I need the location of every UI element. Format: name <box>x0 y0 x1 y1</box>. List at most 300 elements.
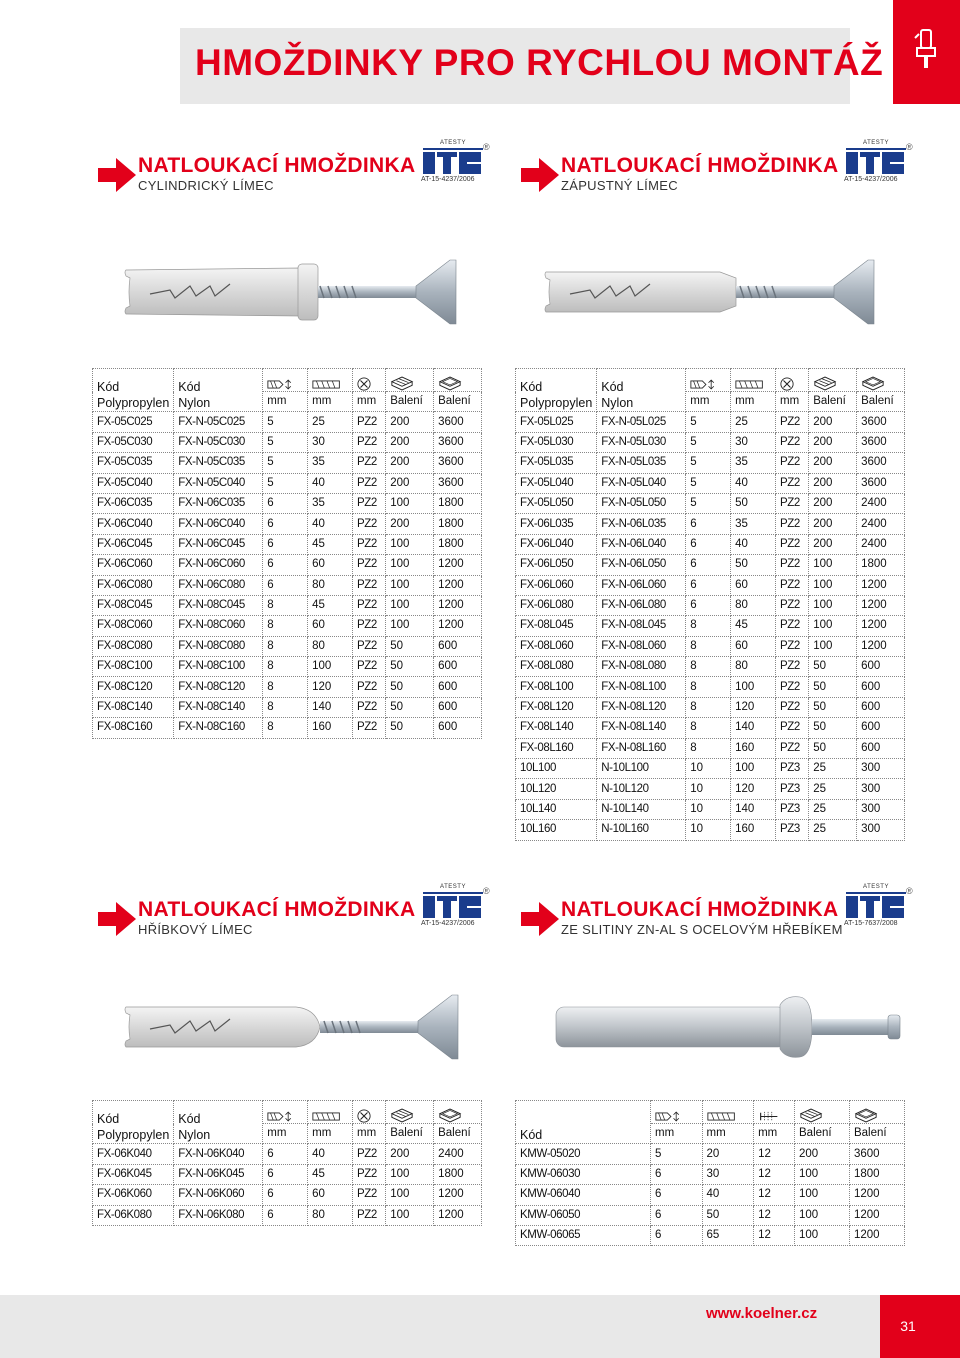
table-cell: 300 <box>857 799 905 819</box>
table-cell: FX-N-08C140 <box>174 697 263 717</box>
cert-code: AT-15-4237/2006 <box>421 176 475 183</box>
table-cell: FX-N-06C040 <box>174 514 263 534</box>
table-cell: PZ2 <box>352 1144 385 1164</box>
table-cell: 100 <box>809 555 857 575</box>
table-cell: FX-N-08L080 <box>597 657 686 677</box>
table-cell: PZ2 <box>352 677 385 697</box>
table-cell: 1200 <box>434 555 482 575</box>
table-cell: PZ2 <box>775 595 808 615</box>
table-cell: 1800 <box>434 1164 482 1184</box>
table-row <box>516 697 905 717</box>
col-header-nylon <box>174 369 263 412</box>
table-cell: 50 <box>386 677 434 697</box>
table-cell: FX-N-06L080 <box>597 595 686 615</box>
footer-website-link[interactable]: www.koelner.cz <box>706 1305 818 1322</box>
header-kod: Kód <box>520 380 543 395</box>
table-cell: PZ2 <box>352 575 385 595</box>
table-cell: 100 <box>809 636 857 656</box>
col-header-nylon <box>174 1101 263 1144</box>
table-row <box>516 1185 905 1205</box>
table-cell: KMW-06040 <box>516 1185 651 1205</box>
table-cell: FX-06K040 <box>93 1144 174 1164</box>
table-row <box>516 432 905 452</box>
unit-mm: mm <box>352 1124 385 1144</box>
table-cell: 30 <box>731 432 776 452</box>
cylindrical-anchor-image <box>120 250 500 335</box>
table-row <box>516 1205 905 1225</box>
table-row <box>516 1164 905 1184</box>
table-cell: FX-N-08C080 <box>174 636 263 656</box>
small-box-icon <box>390 1108 414 1123</box>
table-cell: 1200 <box>849 1205 904 1225</box>
table-header-icons <box>516 369 905 392</box>
table-row <box>516 657 905 677</box>
table-cell: FX-N-08C045 <box>174 595 263 615</box>
anchor-length-icon <box>312 1110 342 1123</box>
table-cell: 100 <box>386 1164 434 1184</box>
table-cell: 3600 <box>849 1144 904 1164</box>
table-cell: 50 <box>731 493 776 513</box>
page-title: HMOŽDINKY PRO RYCHLOU MONTÁŽ <box>195 42 884 83</box>
table-cell: FX-N-05C030 <box>174 432 263 452</box>
cert-code: AT-15-7637/2008 <box>844 920 898 927</box>
table-row <box>516 473 905 493</box>
table-cell: FX-N-08C060 <box>174 616 263 636</box>
table-row <box>516 677 905 697</box>
table-cell: 6 <box>263 575 308 595</box>
table-cell: 160 <box>308 718 353 738</box>
table-cell: FX-N-06L035 <box>597 514 686 534</box>
table-cell: 30 <box>702 1164 754 1184</box>
table-cell: PZ2 <box>352 473 385 493</box>
table-cell: 40 <box>308 514 353 534</box>
table-cell: 3600 <box>857 473 905 493</box>
section-subtitle: CYLINDRICKÝ LÍMEC <box>138 178 274 193</box>
table-row <box>516 1225 905 1245</box>
unit-mm: mm <box>686 392 731 412</box>
table-cell: 6 <box>263 555 308 575</box>
table-cell: 3600 <box>434 453 482 473</box>
drill-diameter-icon <box>267 378 297 391</box>
table-cell: PZ2 <box>352 534 385 554</box>
table-row <box>93 412 482 432</box>
table-cell: 1800 <box>849 1164 904 1184</box>
table-header-icons <box>93 369 482 392</box>
table-cell: 8 <box>686 636 731 656</box>
table-cell: FX-06L035 <box>516 514 597 534</box>
unit-baleni: Balení <box>795 1124 850 1144</box>
unit-baleni: Balení <box>386 1124 434 1144</box>
table-cell: 6 <box>686 595 731 615</box>
table-cell: 1800 <box>857 555 905 575</box>
table-row <box>93 697 482 717</box>
col-icon-drill <box>686 369 731 392</box>
registered-mark: ® <box>906 886 913 896</box>
cert-label: ATESTY <box>863 884 889 890</box>
mushroom-anchor-image <box>120 985 500 1070</box>
table-row <box>516 820 905 840</box>
table-cell: PZ2 <box>775 432 808 452</box>
table-cell: 100 <box>809 595 857 615</box>
header-nylon: Nylon <box>178 1128 211 1143</box>
table-cell: 300 <box>857 759 905 779</box>
unit-baleni: Balení <box>849 1124 904 1144</box>
table-cell: FX-08C045 <box>93 595 174 615</box>
table-row <box>516 718 905 738</box>
table-cell: 3600 <box>857 453 905 473</box>
header-kod: Kód <box>97 380 120 395</box>
col-header-pp <box>93 369 174 412</box>
table-cell: 6 <box>263 534 308 554</box>
col-icon-carton <box>434 1101 482 1124</box>
table-cell: PZ2 <box>775 493 808 513</box>
table-cell: 3600 <box>857 412 905 432</box>
table-cell: FX-06L040 <box>516 534 597 554</box>
col-icon-carton <box>857 369 905 392</box>
table-cell: 25 <box>809 820 857 840</box>
table-row <box>93 473 482 493</box>
table-cell: 50 <box>386 636 434 656</box>
section-title: NATLOUKACÍ HMOŽDINKA <box>138 154 416 177</box>
table-cell: 6 <box>263 514 308 534</box>
table-cell: PZ2 <box>775 718 808 738</box>
table-cell: FX-08L160 <box>516 738 597 758</box>
unit-mm: mm <box>263 1124 308 1144</box>
table-cell: N-10L100 <box>597 759 686 779</box>
table-cell: 5 <box>263 432 308 452</box>
table-cell: 200 <box>386 514 434 534</box>
table-cell: 35 <box>731 514 776 534</box>
table-cell: FX-N-05C035 <box>174 453 263 473</box>
cert-code: AT-15-4237/2006 <box>844 176 898 183</box>
table-cell: 8 <box>263 697 308 717</box>
table-cell: PZ2 <box>775 677 808 697</box>
table-cell: 600 <box>857 718 905 738</box>
table-cell: PZ2 <box>352 616 385 636</box>
table-body <box>93 1144 482 1226</box>
table-cell: FX-N-08L160 <box>597 738 686 758</box>
table-cell: 1200 <box>857 616 905 636</box>
col-icon-bit <box>352 1101 385 1124</box>
section-title: NATLOUKACÍ HMOŽDINKA <box>561 898 839 921</box>
table-cell: KMW-06050 <box>516 1205 651 1225</box>
table-cell: 3600 <box>434 432 482 452</box>
table-cell: FX-05C040 <box>93 473 174 493</box>
table-cell: PZ2 <box>352 412 385 432</box>
table-cell: FX-06K045 <box>93 1164 174 1184</box>
table-cell: 5 <box>686 432 731 452</box>
table-cell: FX-06C040 <box>93 514 174 534</box>
itb-logo-icon <box>846 892 906 918</box>
spec-table-mushroom <box>92 1100 482 1226</box>
nail-length-icon <box>758 1110 780 1123</box>
table-cell: 6 <box>263 1205 308 1225</box>
table-cell: PZ2 <box>775 514 808 534</box>
table-cell: 8 <box>263 595 308 615</box>
table-cell: 100 <box>386 1205 434 1225</box>
table-cell: FX-06C035 <box>93 493 174 513</box>
table-row <box>516 453 905 473</box>
small-box-icon <box>390 376 414 391</box>
col-icon-length <box>308 1101 353 1124</box>
table-row <box>93 432 482 452</box>
table-cell: 60 <box>308 1185 353 1205</box>
table-cell: 8 <box>263 677 308 697</box>
section-subtitle: HŘÍBKOVÝ LÍMEC <box>138 922 253 937</box>
table-row <box>516 514 905 534</box>
table-cell: 600 <box>434 636 482 656</box>
col-icon-drill <box>651 1101 703 1124</box>
table-cell: FX-N-05L050 <box>597 493 686 513</box>
table-row <box>93 534 482 554</box>
table-cell: 5 <box>263 473 308 493</box>
table-cell: 5 <box>651 1144 703 1164</box>
table-row <box>93 1144 482 1164</box>
itb-logo-icon <box>846 148 906 174</box>
table-cell: 6 <box>651 1205 703 1225</box>
table-row <box>516 555 905 575</box>
table-cell: 50 <box>702 1205 754 1225</box>
table-cell: 1200 <box>434 575 482 595</box>
table-cell: FX-08C140 <box>93 697 174 717</box>
unit-baleni: Balení <box>857 392 905 412</box>
table-cell: FX-N-05L025 <box>597 412 686 432</box>
table-cell: 1200 <box>434 595 482 615</box>
table-cell: 5 <box>686 473 731 493</box>
table-cell: 5 <box>263 412 308 432</box>
hand-drill-icon <box>913 28 939 72</box>
table-cell: 50 <box>809 718 857 738</box>
table-cell: 8 <box>263 636 308 656</box>
unit-mm: mm <box>308 392 353 412</box>
table-cell: FX-N-05L035 <box>597 453 686 473</box>
table-cell: 35 <box>731 453 776 473</box>
table-row <box>93 616 482 636</box>
table-row <box>516 779 905 799</box>
table-cell: 1200 <box>434 616 482 636</box>
table-cell: PZ2 <box>352 432 385 452</box>
table-cell: 600 <box>434 697 482 717</box>
table-cell: 8 <box>686 738 731 758</box>
table-cell: 50 <box>731 555 776 575</box>
table-cell: 100 <box>795 1225 850 1245</box>
itb-logo-icon <box>423 892 483 918</box>
header-kod: Kód <box>97 1112 120 1127</box>
spec-table-cylindrical <box>92 368 482 739</box>
table-cell: 10 <box>686 759 731 779</box>
table-cell: PZ2 <box>775 534 808 554</box>
table-cell: FX-N-08L140 <box>597 718 686 738</box>
header-polypropylen: Polypropylen <box>97 396 170 411</box>
table-cell: 8 <box>686 616 731 636</box>
table-cell: 2400 <box>857 514 905 534</box>
unit-baleni: Balení <box>434 1124 482 1144</box>
table-row <box>516 759 905 779</box>
anchor-length-icon <box>707 1110 737 1123</box>
table-cell: KMW-06030 <box>516 1164 651 1184</box>
table-row <box>93 555 482 575</box>
table-cell: 600 <box>434 718 482 738</box>
table-cell: PZ2 <box>775 473 808 493</box>
table-cell: FX-N-06K080 <box>174 1205 263 1225</box>
table-cell: 40 <box>731 534 776 554</box>
table-cell: FX-N-06K045 <box>174 1164 263 1184</box>
col-header-kod <box>516 1101 651 1144</box>
table-row <box>516 636 905 656</box>
table-cell: FX-08L140 <box>516 718 597 738</box>
table-row <box>516 412 905 432</box>
table-cell: 1800 <box>434 493 482 513</box>
drill-diameter-icon <box>655 1110 685 1123</box>
table-cell: 120 <box>731 697 776 717</box>
table-cell: 40 <box>702 1185 754 1205</box>
col-header-nylon <box>597 369 686 412</box>
table-cell: FX-06K080 <box>93 1205 174 1225</box>
table-cell: N-10L160 <box>597 820 686 840</box>
table-cell: 200 <box>386 453 434 473</box>
table-cell: 60 <box>731 636 776 656</box>
table-cell: PZ2 <box>352 657 385 677</box>
table-cell: 100 <box>386 555 434 575</box>
table-row <box>93 657 482 677</box>
table-cell: 50 <box>386 718 434 738</box>
table-row <box>516 534 905 554</box>
table-cell: 80 <box>308 1205 353 1225</box>
small-box-icon <box>813 376 837 391</box>
table-cell: 50 <box>809 697 857 717</box>
section-title: NATLOUKACÍ HMOŽDINKA <box>561 154 839 177</box>
countersunk-anchor-image <box>540 250 920 335</box>
table-cell: 5 <box>686 412 731 432</box>
table-cell: 600 <box>857 738 905 758</box>
col-icon-bit <box>352 369 385 392</box>
table-cell: 8 <box>263 616 308 636</box>
table-cell: PZ2 <box>352 697 385 717</box>
table-cell: FX-05L035 <box>516 453 597 473</box>
table-cell: FX-05C035 <box>93 453 174 473</box>
table-cell: FX-08C100 <box>93 657 174 677</box>
table-cell: 1200 <box>849 1225 904 1245</box>
cert-code: AT-15-4237/2006 <box>421 920 475 927</box>
section-subtitle: ZE SLITINY ZN-AL S OCELOVÝM HŘEBÍKEM <box>561 922 843 937</box>
table-cell: PZ2 <box>775 555 808 575</box>
table-cell: PZ2 <box>775 453 808 473</box>
section-title: NATLOUKACÍ HMOŽDINKA <box>138 898 416 921</box>
itb-certificate <box>423 140 493 194</box>
itb-certificate <box>846 140 916 194</box>
table-cell: 100 <box>809 575 857 595</box>
table-cell: PZ2 <box>775 657 808 677</box>
table-row <box>93 718 482 738</box>
carton-box-icon <box>438 376 462 391</box>
table-cell: N-10L120 <box>597 779 686 799</box>
col-icon-drill <box>263 369 308 392</box>
table-cell: 8 <box>686 657 731 677</box>
table-cell: 200 <box>809 514 857 534</box>
table-cell: 8 <box>263 657 308 677</box>
table-row <box>93 677 482 697</box>
table-body <box>93 412 482 738</box>
table-cell: 12 <box>754 1205 795 1225</box>
table-cell: FX-08L120 <box>516 697 597 717</box>
table-cell: FX-N-06L050 <box>597 555 686 575</box>
carton-box-icon <box>861 376 885 391</box>
table-cell: FX-08L100 <box>516 677 597 697</box>
table-cell: 10L120 <box>516 779 597 799</box>
table-cell: PZ2 <box>775 697 808 717</box>
unit-mm: mm <box>308 1124 353 1144</box>
table-cell: FX-05L025 <box>516 412 597 432</box>
table-cell: 25 <box>809 799 857 819</box>
red-arrow-icon <box>98 158 136 192</box>
table-cell: FX-06L060 <box>516 575 597 595</box>
table-cell: 100 <box>386 616 434 636</box>
table-cell: 50 <box>809 677 857 697</box>
table-cell: 50 <box>386 657 434 677</box>
table-cell: 8 <box>686 677 731 697</box>
table-cell: 100 <box>386 1185 434 1205</box>
table-cell: 45 <box>308 1164 353 1184</box>
table-cell: PZ2 <box>775 412 808 432</box>
table-cell: 45 <box>308 595 353 615</box>
table-cell: KMW-06065 <box>516 1225 651 1245</box>
table-cell: 600 <box>857 697 905 717</box>
table-cell: PZ2 <box>775 738 808 758</box>
table-cell: 8 <box>686 697 731 717</box>
table-cell: 35 <box>308 493 353 513</box>
table-cell: 25 <box>308 412 353 432</box>
unit-baleni: Balení <box>434 392 482 412</box>
table-cell: 140 <box>731 799 776 819</box>
cert-label: ATESTY <box>440 884 466 890</box>
table-cell: 50 <box>809 657 857 677</box>
table-cell: 35 <box>308 453 353 473</box>
table-cell: 1200 <box>434 1205 482 1225</box>
red-arrow-icon <box>521 902 559 936</box>
table-cell: FX-06L080 <box>516 595 597 615</box>
table-cell: 200 <box>809 493 857 513</box>
table-cell: FX-05L030 <box>516 432 597 452</box>
table-cell: 5 <box>686 453 731 473</box>
table-row <box>93 453 482 473</box>
unit-mm: mm <box>702 1124 754 1144</box>
table-cell: 12 <box>754 1164 795 1184</box>
section-countersunk <box>521 140 941 198</box>
table-cell: FX-N-06K060 <box>174 1185 263 1205</box>
table-cell: 25 <box>731 412 776 432</box>
table-cell: PZ2 <box>352 636 385 656</box>
table-cell: 100 <box>731 759 776 779</box>
table-cell: 25 <box>809 779 857 799</box>
col-header-pp <box>93 1101 174 1144</box>
table-cell: FX-N-05C025 <box>174 412 263 432</box>
table-cell: PZ3 <box>775 820 808 840</box>
table-cell: FX-06C080 <box>93 575 174 595</box>
header-polypropylen: Polypropylen <box>97 1128 170 1143</box>
table-cell: 160 <box>731 820 776 840</box>
unit-baleni: Balení <box>809 392 857 412</box>
table-cell: FX-N-08C100 <box>174 657 263 677</box>
table-cell: 65 <box>702 1225 754 1245</box>
table-cell: 2400 <box>857 493 905 513</box>
header-kod: Kód <box>178 1112 201 1127</box>
col-icon-box <box>386 1101 434 1124</box>
table-cell: FX-N-05L040 <box>597 473 686 493</box>
table-row <box>93 575 482 595</box>
table-cell: 600 <box>857 657 905 677</box>
unit-mm: mm <box>731 392 776 412</box>
table-cell: 40 <box>308 1144 353 1164</box>
